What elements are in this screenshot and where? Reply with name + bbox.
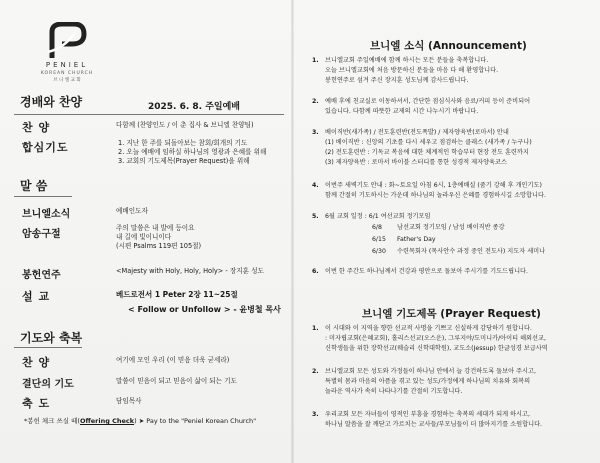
logo-subtitle-ko: 브 니 엘 교 회 — [53, 78, 81, 83]
logo-subtitle-en: KOREAN CHURCH — [40, 71, 94, 76]
prayer-request-title: 브니엘 기도제목 (Prayer Request) — [362, 308, 541, 320]
closing-prayer-value: 말씀이 믿음이 되고 믿음이 삶이 되는 기도 — [116, 377, 237, 385]
prayer-request-item — [312, 367, 594, 397]
sermon-reference: 베드로전서 1 Peter 2장 11~25절 — [116, 290, 238, 299]
schedule-list — [372, 222, 545, 258]
schedule-event: Father's Day — [397, 236, 436, 243]
benediction-value: 담임목사 — [116, 397, 142, 405]
announcement-line: 있습니다. 다함께 따뜻한 교제의 시간 나누시기 바랍니다. — [325, 108, 479, 115]
hymn-value: 다함께 (찬양인도 / 이 춘 집사 & 브니엘 찬양팀) — [116, 121, 254, 129]
closing-prayer-label: 결단의 기도 — [22, 379, 74, 390]
announcement-title: 브니엘 소식 (Announcement) — [370, 40, 527, 52]
peniel-logo-icon — [44, 22, 90, 60]
prayer-request-line: 특별히 몸과 마음의 아픔을 겪고 있는 성도/가정에게 하나님의 치유와 회복의 — [325, 378, 531, 385]
schedule-event: 수련목회자 (목사안수 과정 중인 전도사) 지도자 세미나 — [397, 248, 546, 255]
schedule-date: 6/30 — [372, 248, 386, 255]
schedule-row — [372, 222, 545, 234]
prayer-request-line: : 미자립교회(은혜교회), 홀리스선교(오스운), 그루지야/도미니카/아이티 해외선교, — [325, 335, 546, 342]
item-number: 3. — [312, 129, 319, 136]
announcement-item — [312, 128, 594, 168]
prayer-item: 3. 교회의 기도제목(Prayer Request)을 위해 — [118, 157, 250, 165]
announcement-line: 6월 교회 일정 : 6/1 여선교회 정기모임 — [325, 213, 431, 220]
schedule-date: 6/8 — [372, 224, 382, 231]
item-number: 5. — [312, 213, 319, 220]
announcement-line: 예배 후에 친교실로 이동하셔서, 간단한 점심식사와 음료/커피 등이 준비되어 — [325, 98, 531, 105]
memory-verse — [116, 224, 201, 251]
schedule-event: 남선교회 정기모임 / 남성 베이직반 종강 — [397, 224, 505, 231]
church-logo — [36, 22, 98, 90]
item-number: 4. — [312, 182, 319, 189]
announcement-item — [312, 56, 594, 86]
service-date: 2025. 6. 8. 주일예배 — [148, 102, 241, 112]
schedule-date: 6/15 — [372, 236, 386, 243]
announcement-line: 베이직반(새가족) / 전도훈련반(전도폭발) / 제자양육반(로마서) 안내 — [325, 129, 509, 136]
item-number: 1. — [312, 57, 319, 64]
page-fold — [291, 0, 294, 463]
announcement-line: 함께 간절히 기도하시는 가운데 하나님의 놀라우신 은혜를 경험하시길 소망합니다. — [325, 192, 546, 199]
item-number: 2. — [312, 98, 319, 105]
blessing-section-title: 기도와 축복 — [20, 331, 83, 345]
announcement-item — [312, 97, 594, 117]
item-number: 1. — [312, 325, 319, 332]
memory-verse-line: 주의 말씀은 내 발에 등이요 — [116, 224, 195, 232]
news-label: 브니엘소식 — [22, 209, 71, 220]
worship-section-title: 경배와 찬양 — [20, 95, 83, 109]
offering-song-value: <Majesty with Holy, Holy, Holy> - 장지훈 성도 — [116, 267, 264, 275]
prayer-request-line: 브니엘교회 모든 성도와 가정들이 하나님 안에서 늘 강건하도록 돌보아 주시고, — [325, 368, 536, 375]
section-divider — [14, 114, 284, 115]
offering-check-text: Offering Check — [79, 417, 135, 425]
offering-song-label: 봉헌연주 — [22, 270, 61, 281]
prayer-request-line: 하나님 말씀을 잘 깨닫고 가르치는 교사들/부모님들이 더 많아지기를 소원합니다. — [325, 421, 543, 428]
announcement-line: (2) 전도훈련반 : 기독교 복음에 대한 체계적인 학습부터 현장 전도 훈련까지 — [325, 149, 529, 156]
prayer-item: 2. 오늘 예배에 임하실 하나님의 영광과 은혜를 위해 — [118, 148, 267, 156]
logo-brand: PENIEL — [45, 61, 89, 69]
schedule-row — [372, 234, 545, 246]
hymn-label: 찬 양 — [22, 121, 51, 134]
prayer-request-item — [312, 410, 594, 430]
announcement-line: 오늘 브니엘교회에 처음 방문하신 분들을 마음 다 해 환영합니다. — [325, 67, 499, 74]
offering-note-suffix: ) ➤ Pay to the "Peniel Korean Church" — [134, 417, 257, 425]
prayer-request-line: 우리교회 모든 자녀들이 영적인 부흥을 경험하는 축복의 세대가 되게 하시고, — [325, 411, 530, 418]
announcement-item — [312, 267, 594, 277]
announcement-line: (1) 베이직반 : 신앙의 기초를 다시 세우고 점검하는 클래스 (새가족 / 누구나) — [325, 139, 532, 146]
offering-note-prefix: *봉헌 체크 쓰실 때( — [24, 417, 80, 425]
memory-verse-line: 내 길에 빛이니이다 — [116, 233, 172, 241]
section-divider — [14, 347, 82, 348]
announcement-line: 이번 한 주간도 하나님께서 건강과 평안으로 돌보아 주시기를 기도드립니다. — [325, 268, 528, 275]
schedule-row — [372, 246, 545, 258]
announcement-line: (3) 제자양육반 : 로마서 바이블 스터디를 통한 성경적 제자양육코스 — [325, 159, 507, 166]
prayer-request-item — [312, 324, 594, 354]
announcement-line: 봉헌연주로 섬겨 주신 장지훈 성도님께 감사드립니다. — [325, 77, 469, 84]
memory-verse-label: 암송구절 — [22, 229, 61, 240]
prayer-request-line: 이 시대와 이 지역을 향한 선교적 사명을 기쁘고 신실하게 감당하기 원합니다. — [325, 325, 532, 332]
announcement-item — [312, 212, 594, 222]
closing-hymn-label: 찬 양 — [22, 356, 51, 369]
prayer-request-line: 놀라운 역사가 속히 나타나기를 간절히 기도합니다. — [325, 388, 463, 395]
item-number: 6. — [312, 268, 319, 275]
prayer-label: 합심기도 — [22, 141, 69, 154]
sermon-label: 설 교 — [22, 290, 51, 303]
word-section-title: 말 씀 — [20, 179, 48, 193]
prayer-item: 1. 지난 한 주를 되돌아보는 참회/회개의 기도 — [118, 139, 248, 147]
item-number: 3. — [312, 411, 319, 418]
prayer-list — [118, 139, 266, 166]
section-divider — [14, 196, 72, 197]
item-number: 2. — [312, 368, 319, 375]
sermon-title: < Follow or Unfollow > - 윤병철 목사 — [128, 305, 281, 314]
announcement-item — [312, 181, 594, 201]
announcement-line: 브니엘교회 주일예배에 함께 하시는 모든 분들을 축복합니다. — [325, 57, 489, 64]
news-value: 예배인도자 — [116, 207, 148, 215]
prayer-request-line: 신학생들을 위한 장학선교(웨슬리 신학대학원), 교도소(Jessup) 한글성경 보급사역 — [325, 345, 548, 352]
announcement-line: 이번주 새벽기도 안내 : 화~토요일 아침 6시, 1층예배실 (줌기 강해 후 개인기도) — [325, 182, 542, 189]
benediction-label: 축 도 — [22, 397, 51, 410]
closing-hymn-value: 여기에 모인 우리 (이 믿음 더욱 굳세라) — [116, 356, 230, 364]
memory-verse-line: (시편 Psalms 119편 105절) — [116, 242, 202, 250]
offering-check-note — [24, 416, 256, 425]
